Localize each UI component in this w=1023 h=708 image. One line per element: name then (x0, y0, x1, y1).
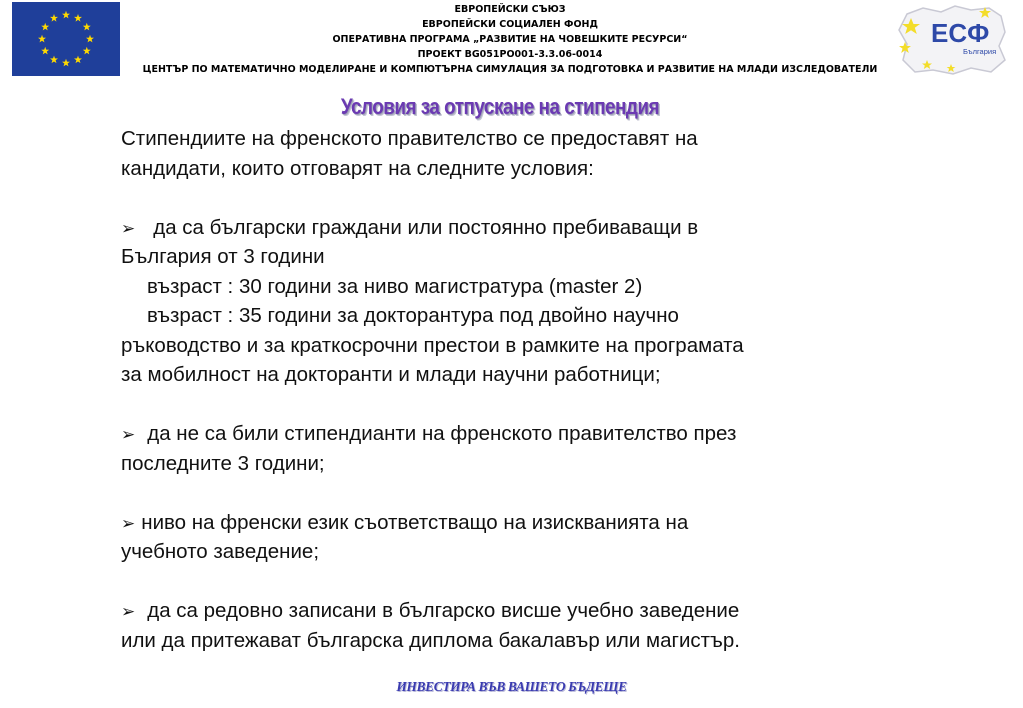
slide-body (121, 124, 911, 655)
list-item (121, 419, 911, 449)
arrow-bullet-icon: ➢ (121, 513, 136, 534)
list-item-continuation: ръководство и за краткосрочни престои в рамките на програмата (121, 333, 744, 357)
list-item-continuation: или да притежават българска диплома бакалавър или магистър. (121, 628, 740, 652)
esf-logo-text: ЕСФ (931, 18, 990, 48)
arrow-bullet-icon: ➢ (121, 602, 136, 622)
footer-slogan: ИНВЕСТИРА ВЪВ ВАШЕТО БЪДЕЩЕ (396, 679, 627, 694)
list-item-subline: възраст : 35 години за докторантура под двойно научно (147, 304, 679, 327)
list-item (121, 596, 911, 626)
eu-flag-icon (12, 2, 120, 76)
header-line-eu: ЕВРОПЕЙСКИ СЪЮЗ (454, 4, 566, 15)
intro-line-1: Стипендиите на френското правителство се предоставят на (121, 127, 698, 150)
list-item-continuation: учебното заведение; (121, 540, 320, 563)
arrow-bullet-icon: ➢ (121, 425, 136, 445)
header-line-project: ПРОЕКТ BG051PO001-3.3.06-0014 (417, 49, 603, 60)
header-line-esf: ЕВРОПЕЙСКИ СОЦИАЛЕН ФОНД (422, 19, 598, 30)
list-item-text: да са български граждани или постоянно пребиваващи в (153, 215, 699, 239)
list-item-text: да са редовно записани в българско висше учебно заведение (147, 599, 740, 622)
esf-logo-subtext: България (963, 47, 997, 56)
list-item (121, 508, 911, 538)
list-item-text: ниво на френски език съответстващо на изискванията на (141, 510, 689, 534)
list-item-continuation: за мобилност на докторанти и млади научни работници; (121, 363, 661, 386)
header-text (130, 2, 890, 77)
list-item-subline: възраст : 30 години за ниво магистратура (master 2) (147, 274, 643, 298)
list-item-continuation: България от 3 години (121, 245, 325, 268)
slide-title: Условия за отпускане на стипендия (340, 94, 660, 119)
list-item-continuation: последните 3 години; (121, 451, 325, 475)
header-line-programme: ОПЕРАТИВНА ПРОГРАМА „РАЗВИТИЕ НА ЧОВЕШКИТЕ РЕСУРСИ“ (332, 34, 688, 45)
esf-bulgaria-logo (893, 2, 1013, 78)
list-item-text: да не са били стипендианти на френското правителство през (147, 422, 737, 445)
intro-line-2: кандидати, които отговарят на следните условия: (121, 156, 594, 180)
list-item (121, 213, 911, 243)
header-line-center: ЦЕНТЪР ПО МАТЕМАТИЧНО МОДЕЛИРАНЕ И КОМПЮТЪРНА СИМУЛАЦИЯ ЗА ПОДГОТОВКА И РАЗВИТИЕ НА МЛАДИ ИЗСЛЕДОВАТЕЛИ (142, 64, 878, 75)
arrow-bullet-icon: ➢ (121, 218, 136, 239)
